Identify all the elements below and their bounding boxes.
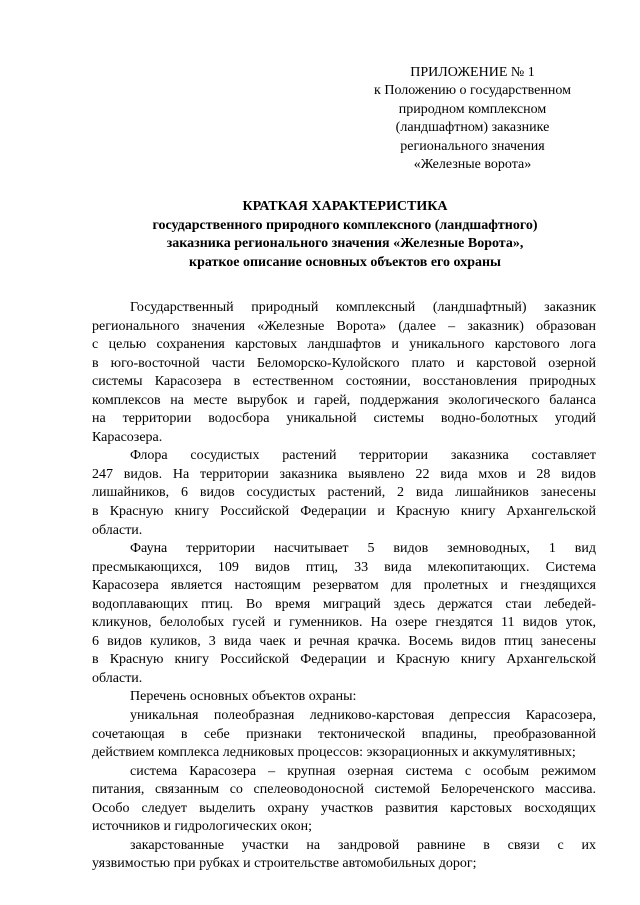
text-line: Карасозера. xyxy=(92,429,163,445)
text-line: Карасозера является настоящим резерватом для пролетных и гнездящихся xyxy=(92,578,596,594)
appendix-number: ПРИЛОЖЕНИЕ № 1 xyxy=(410,65,535,80)
title-subline: государственного природного комплексного (ландшафтного) xyxy=(152,217,538,233)
appendix-line: «Железные ворота» xyxy=(413,157,532,173)
appendix-header xyxy=(355,64,590,174)
appendix-line: к Положению о государственном xyxy=(374,83,571,99)
text-line: питания, связанным со спелеоводоносной системой Белореченского массива. xyxy=(92,782,596,798)
text-line: Особо следует выделить охрану участков развития карстовых восходящих xyxy=(92,800,596,816)
list-item-karst-areas xyxy=(92,837,596,874)
text-line: Перечень основных объектов охраны: xyxy=(130,689,357,705)
text-line: комплексов на месте вырубок и гарей, поддержания экологического баланса xyxy=(92,392,596,408)
text-line: закарстованные участки на зандровой равнине в связи с их xyxy=(130,837,596,853)
text-line: уязвимостью при рубках и строительстве автомобильных дорог; xyxy=(92,856,477,872)
text-line: кликунов, белолобых гусей и гуменников. На озере гнездятся 11 видов уток, xyxy=(92,615,596,631)
text-line: с целью сохранения карстовых ландшафтов и уникального карстового лога xyxy=(92,337,596,353)
text-line: пресмыкающихся, 109 видов птиц, 33 вида млекопитающих. Система xyxy=(92,559,596,575)
text-line: в Красную книгу Российской Федерации и Красную книгу Архангельской xyxy=(92,504,596,520)
appendix-line: природном комплексном xyxy=(398,101,547,117)
appendix-line: регионального значения xyxy=(400,138,545,154)
text-line: водоплавающих птиц. Во время миграций здесь держатся стаи лебедей- xyxy=(92,596,596,612)
paragraph-fauna xyxy=(92,540,596,688)
text-line: регионального значения «Железные Ворота» (далее – заказник) образован xyxy=(92,318,596,334)
text-line: действием комплекса ледниковых процессов: экзорационных и аккумулятивных; xyxy=(92,745,576,761)
document-title xyxy=(95,198,595,272)
title-subline: краткое описание основных объектов его охраны xyxy=(189,254,501,270)
title-heading: КРАТКАЯ ХАРАКТЕРИСТИКА xyxy=(242,199,448,214)
text-line: лишайников, 6 видов сосудистых растений, 2 вида лишайников занесены xyxy=(92,485,596,501)
text-line: 247 видов. На территории заказника выявлено 22 вида мхов и 28 видов xyxy=(92,466,596,482)
title-subline: заказника регионального значения «Железные Ворота», xyxy=(166,236,524,252)
text-line: области. xyxy=(92,670,143,686)
list-item-lake-system xyxy=(92,763,596,837)
text-line: в Красную книгу Российской Федерации и Красную книгу Архангельской xyxy=(92,652,596,668)
document-body xyxy=(92,299,596,874)
text-line: система Карасозера – крупная озерная система с особым режимом xyxy=(130,763,596,779)
appendix-line: (ландшафтном) заказнике xyxy=(395,120,550,136)
text-line: Флора сосудистых растений территории заказника составляет xyxy=(130,448,596,464)
paragraph-objects-heading xyxy=(92,688,596,707)
text-line: на территории водосбора уникальной системы водно-болотных угодий xyxy=(92,411,596,427)
text-line: источников и гидрологических окон; xyxy=(92,819,312,835)
text-line: Фауна территории насчитывает 5 видов земноводных, 1 вид xyxy=(130,541,596,557)
text-line: сочетающая в себе признаки тектонической впадины, преобразованной xyxy=(92,726,596,742)
paragraph-flora xyxy=(92,447,596,540)
text-line: Государственный природный комплексный (ландшафтный) заказник xyxy=(130,300,596,315)
paragraph-intro xyxy=(92,299,596,447)
text-line: в юго-восточной части Беломорско-Кулойского плато и карстовой озерной xyxy=(92,355,596,371)
text-line: системы Карасозера в естественном состоянии, восстановления природных xyxy=(92,374,596,390)
text-line: 6 видов куликов, 3 вида чаек и речная крачка. Восемь видов птиц занесены xyxy=(92,633,596,649)
text-line: области. xyxy=(92,522,143,538)
text-line: уникальная полеобразная ледниково-карстовая депрессия Карасозера, xyxy=(130,708,596,724)
list-item-depression xyxy=(92,707,596,763)
